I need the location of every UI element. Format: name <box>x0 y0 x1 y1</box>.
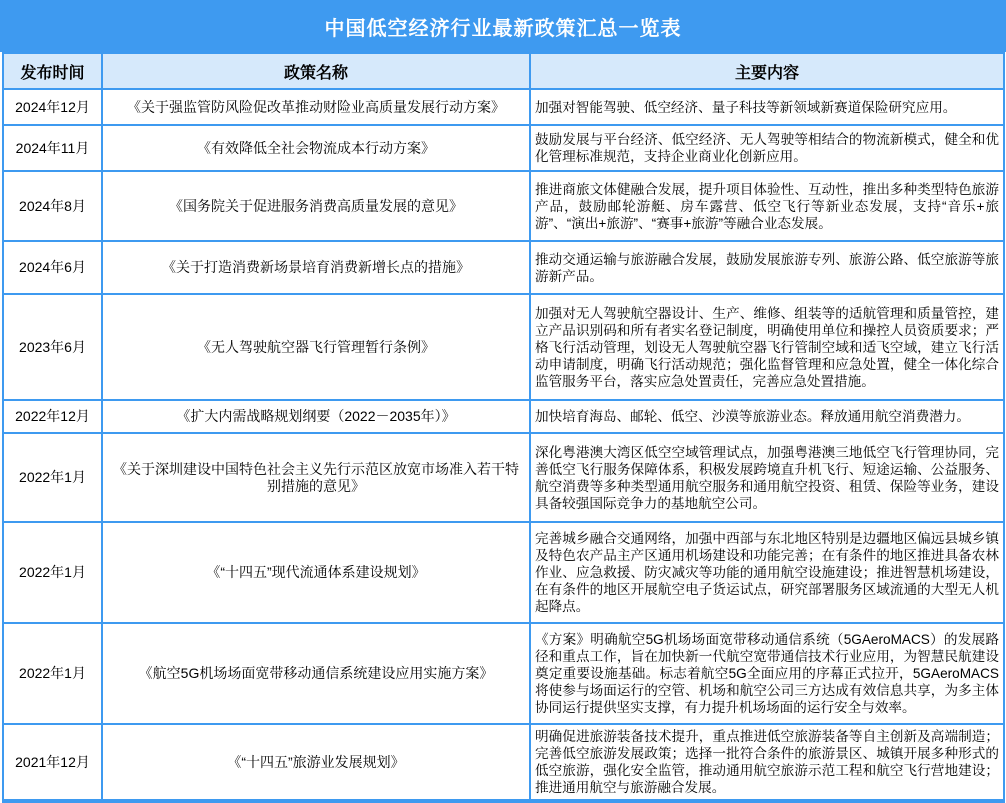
cell-content: 加快培育海岛、邮轮、低空、沙漠等旅游业态。释放通用航空消费潜力。 <box>530 400 1004 433</box>
cell-date: 2024年8月 <box>3 171 102 241</box>
cell-policy: 《关于打造消费新场景培育消费新增长点的措施》 <box>102 241 530 294</box>
table-row <box>3 125 1004 171</box>
cell-content: 《方案》明确航空5G机场场面宽带移动通信系统（5GAeroMACS）的发展路径和重点工作，旨在加快新一代航空宽带通信技术行业应用，为智慧民航建设奠定重要设施基础。标志着航空5G全面应用的序幕正式拉开，5GAeroMACS将使参与场面运行的空管、机场和航空公司三方达成有效信息共享，为多主体协同运行提供坚实支撑，有力提升机场场面的运行安全与效率。 <box>530 623 1004 724</box>
cell-content: 加强对无人驾驶航空器设计、生产、维修、组装等的适航管理和质量管控，建立产品识别码和所有者实名登记制度，明确使用单位和操控人员资质要求；严格飞行活动管理，划设无人驾驶航空器飞行管制空域和适飞空域，建立飞行活动申请制度，明确飞行活动规范；强化监督管理和应急处置，健全一体化综合监管服务平台，落实应急处置责任，完善应急处置措施。 <box>530 294 1004 400</box>
page-title: 中国低空经济行业最新政策汇总一览表 <box>324 17 682 40</box>
header-policy: 政策名称 <box>102 53 530 89</box>
cell-date: 2022年1月 <box>3 623 102 724</box>
table-header-row <box>3 53 1004 89</box>
table-row <box>3 241 1004 294</box>
cell-policy: 《“十四五”现代流通体系建设规划》 <box>102 522 530 623</box>
cell-content: 推进商旅文体健融合发展，提升项目体验性、互动性，推出多种类型特色旅游产品，鼓励邮轮游艇、房车露营、低空飞行等新业态发展，支持“音乐+旅游”、“演出+旅游”、“赛事+旅游”等融合业态发展。 <box>530 171 1004 241</box>
cell-policy: 《无人驾驶航空器飞行管理暂行条例》 <box>102 294 530 400</box>
cell-policy: 《关于强监管防风险促改革推动财险业高质量发展行动方案》 <box>102 89 530 125</box>
table-row <box>3 522 1004 623</box>
header-date: 发布时间 <box>3 53 102 89</box>
cell-date: 2024年6月 <box>3 241 102 294</box>
cell-date: 2024年11月 <box>3 125 102 171</box>
cell-content: 完善城乡融合交通网络，加强中西部与东北地区特别是边疆地区偏远县城乡镇及特色农产品主产区通用机场建设和功能完善；在有条件的地区推进具备农林作业、应急救援、防灾减灾等功能的通用航空设施建设；推进智慧机场建设，在有条件的地区开展航空电子货运试点，研究部署服务区域流通的大型无人机起降点。 <box>530 522 1004 623</box>
cell-policy: 《“十四五”旅游业发展规划》 <box>102 724 530 801</box>
policy-table <box>2 52 1005 803</box>
title-banner <box>0 0 1006 52</box>
table-row <box>3 623 1004 724</box>
cell-content: 深化粤港澳大湾区低空空域管理试点，加强粤港澳三地低空飞行管理协同，完善低空飞行服务保障体系，积极发展跨境直升机飞行、短途运输、公益服务、航空消费等多种类型通用航空服务和通用航空投资、租赁、保险等业务，建设具备较强国际竞争力的基地航空公司。 <box>530 433 1004 522</box>
table-row <box>3 724 1004 801</box>
cell-policy: 《扩大内需战略规划纲要（2022－2035年）》 <box>102 400 530 433</box>
cell-date: 2024年12月 <box>3 89 102 125</box>
table-row <box>3 433 1004 522</box>
header-content: 主要内容 <box>530 53 1004 89</box>
cell-content: 明确促进旅游装备技术提升，重点推进低空旅游装备等自主创新及高端制造；完善低空旅游发展政策；选择一批符合条件的旅游景区、城镇开展多种形式的低空旅游，强化安全监管，推动通用航空旅游示范工程和航空飞行营地建设；推进通用航空与旅游融合发展。 <box>530 724 1004 801</box>
cell-policy: 《国务院关于促进服务消费高质量发展的意见》 <box>102 171 530 241</box>
cell-content: 推动交通运输与旅游融合发展，鼓励发展旅游专列、旅游公路、低空旅游等旅游新产品。 <box>530 241 1004 294</box>
table-row <box>3 294 1004 400</box>
cell-content: 鼓励发展与平台经济、低空经济、无人驾驶等相结合的物流新模式，健全和优化管理标准规范，支持企业商业化创新应用。 <box>530 125 1004 171</box>
table-row <box>3 89 1004 125</box>
table-row <box>3 171 1004 241</box>
cell-date: 2022年1月 <box>3 522 102 623</box>
cell-date: 2021年12月 <box>3 724 102 801</box>
cell-policy: 《有效降低全社会物流成本行动方案》 <box>102 125 530 171</box>
cell-policy: 《航空5G机场场面宽带移动通信系统建设应用实施方案》 <box>102 623 530 724</box>
cell-date: 2023年6月 <box>3 294 102 400</box>
cell-date: 2022年1月 <box>3 433 102 522</box>
cell-policy: 《关于深圳建设中国特色社会主义先行示范区放宽市场准入若干特别措施的意见》 <box>102 433 530 522</box>
cell-date: 2022年12月 <box>3 400 102 433</box>
table-row <box>3 400 1004 433</box>
cell-content: 加强对智能驾驶、低空经济、量子科技等新领域新赛道保险研究应用。 <box>530 89 1004 125</box>
